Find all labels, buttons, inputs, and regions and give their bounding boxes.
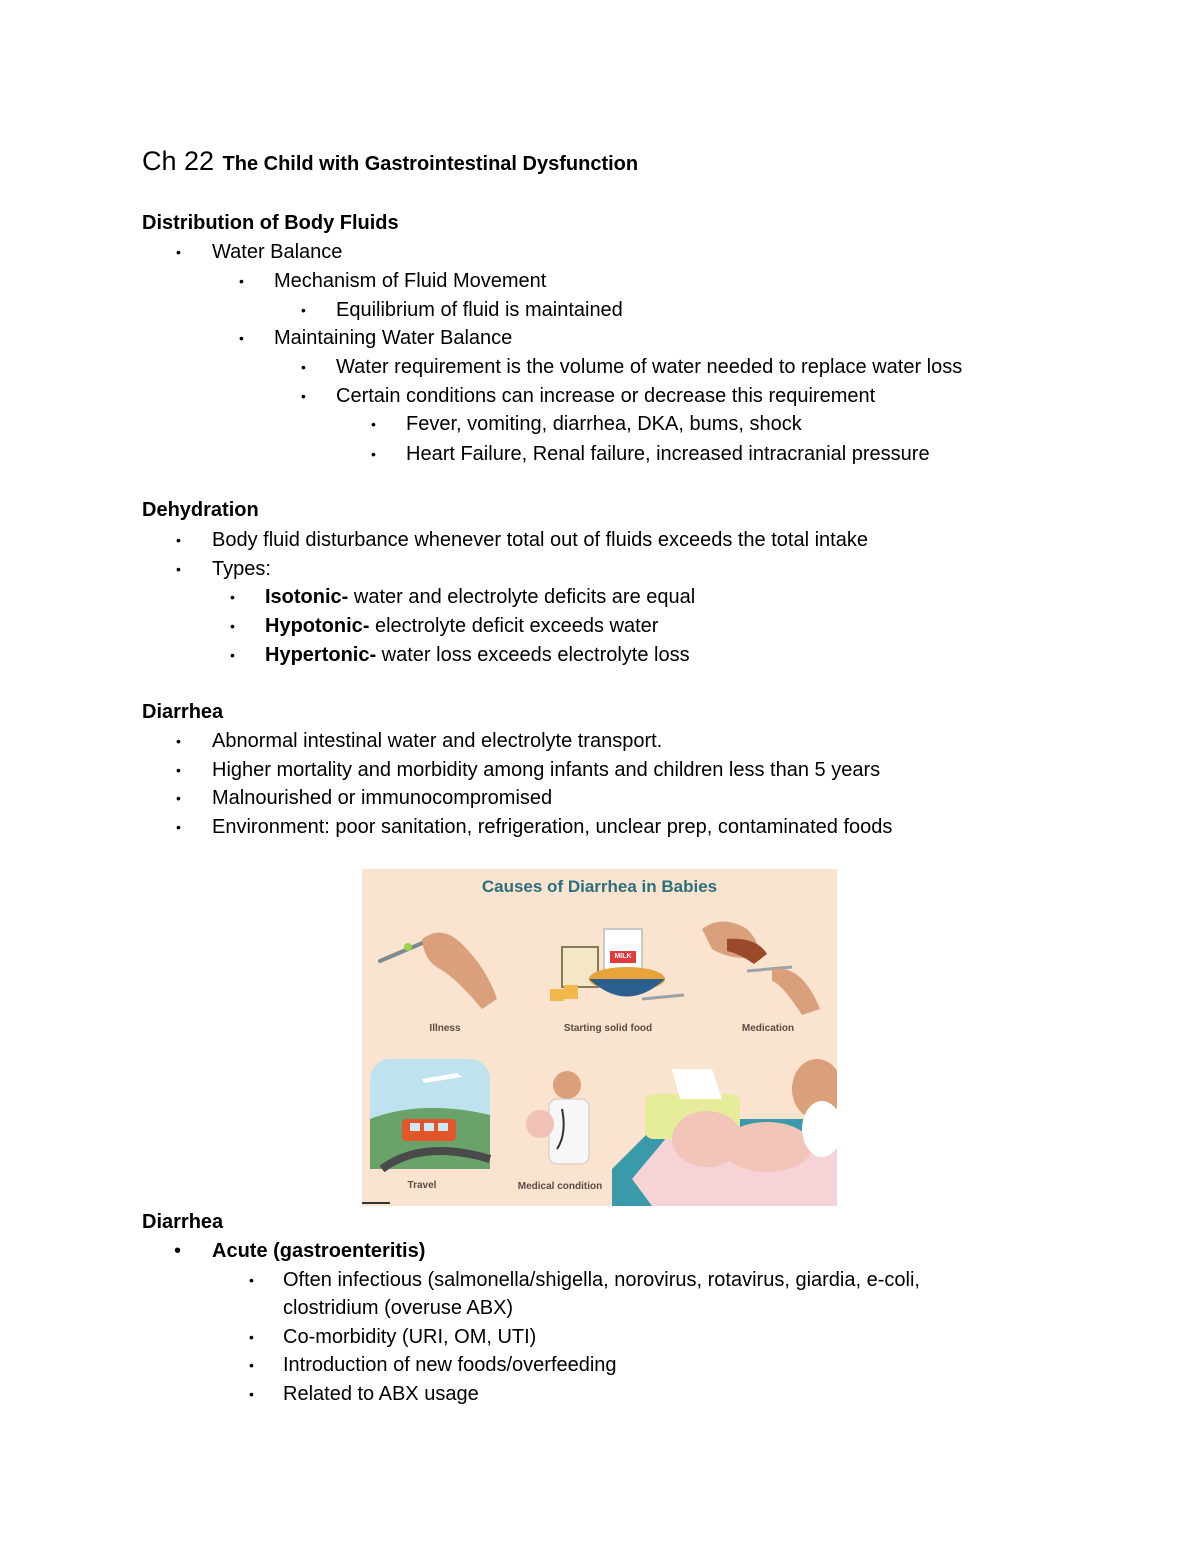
list-item: Body fluid disturbance whenever total out of fluids exceeds the total intake [212,529,868,551]
bullet: • [230,647,235,663]
bullet: • [176,532,181,548]
bullet: • [176,762,181,778]
bullet: • [176,561,181,577]
chapter-title: The Child with Gastrointestinal Dysfunction [222,153,639,175]
list-item: Co-morbidity (URI, OM, UTI) [283,1326,537,1348]
bullet: • [230,589,235,605]
list-item-isotonic [265,585,695,609]
bullet: • [176,819,181,835]
page-title [142,146,638,177]
list-item-hypotonic [265,614,658,638]
list-item: Fever, vomiting, diarrhea, DKA, bums, shock [406,413,802,435]
list-item: Types: [212,558,271,580]
term: Hypotonic- [265,615,370,637]
term: Hypertonic- [265,644,377,666]
caption-medical-condition: Medical condition [517,1181,603,1192]
bullet: • [176,244,181,260]
bullet: • [249,1329,254,1345]
travel-icon [370,1059,490,1169]
bullet: • [239,273,244,289]
list-item: Heart Failure, Renal failure, increased intracranial pressure [406,443,930,465]
list-item-hypertonic [265,643,690,667]
medication-icon [702,922,820,1016]
caption-travel: Travel [407,1180,437,1191]
definition: water loss exceeds electrolyte loss [376,644,690,666]
chapter-number: Ch 22 [142,146,215,176]
caption-illness: Illness [429,1023,461,1034]
doctor-icon [526,1071,589,1164]
list-item: Mechanism of Fluid Movement [274,270,547,292]
thermometer-hand-icon [380,933,497,1009]
heading-body-fluids: Distribution of Body Fluids [142,212,399,234]
list-item: Introduction of new foods/overfeeding [283,1354,617,1376]
solid-food-icon [550,929,684,1001]
list-item: Maintaining Water Balance [274,327,513,349]
list-item: Higher mortality and morbidity among infants and children less than 5 years [212,759,881,781]
heading-dehydration: Dehydration [142,499,259,521]
illustration-art [362,869,837,1206]
list-item: Water requirement is the volume of water needed to replace water loss [336,356,963,378]
bullet: • [249,1272,254,1288]
heading-diarrhea-2: Diarrhea [142,1211,224,1233]
bullet: • [301,302,306,318]
term: Isotonic- [265,586,349,608]
list-item: Environment: poor sanitation, refrigeration, unclear prep, contaminated foods [212,816,893,838]
bullet: • [239,330,244,346]
bullet: • [176,790,181,806]
bullet: • [174,1240,182,1262]
bullet: • [301,388,306,404]
diarrhea-causes-illustration [362,869,837,1206]
list-item: Often infectious (salmonella/shigella, norovirus, rotavirus, giardia, e-coli, [283,1269,920,1291]
baby-changing-icon [612,1059,837,1206]
list-item-acute: Acute (gastroenteritis) [212,1240,426,1262]
figure-title: Causes of Diarrhea in Babies [481,877,718,896]
caption-medication: Medication [741,1023,795,1034]
heading-diarrhea: Diarrhea [142,701,224,723]
definition: water and electrolyte deficits are equal [348,586,696,608]
list-item: Water Balance [212,241,343,263]
list-item: Abnormal intestinal water and electrolyte transport. [212,730,663,752]
definition: electrolyte deficit exceeds water [369,615,659,637]
bullet: • [249,1386,254,1402]
bullet: • [176,733,181,749]
list-item-continuation: clostridium (overuse ABX) [283,1297,514,1319]
bullet: • [371,446,376,462]
list-item: Equilibrium of fluid is maintained [336,299,623,321]
bullet: • [230,618,235,634]
caption-solid-food: Starting solid food [563,1023,653,1034]
list-item: Certain conditions can increase or decrease this requirement [336,385,876,407]
bullet: • [301,359,306,375]
milk-label: MILK [614,953,632,960]
bullet: • [249,1357,254,1373]
list-item: Related to ABX usage [283,1383,479,1405]
list-item: Malnourished or immunocompromised [212,787,553,809]
bullet: • [371,416,376,432]
